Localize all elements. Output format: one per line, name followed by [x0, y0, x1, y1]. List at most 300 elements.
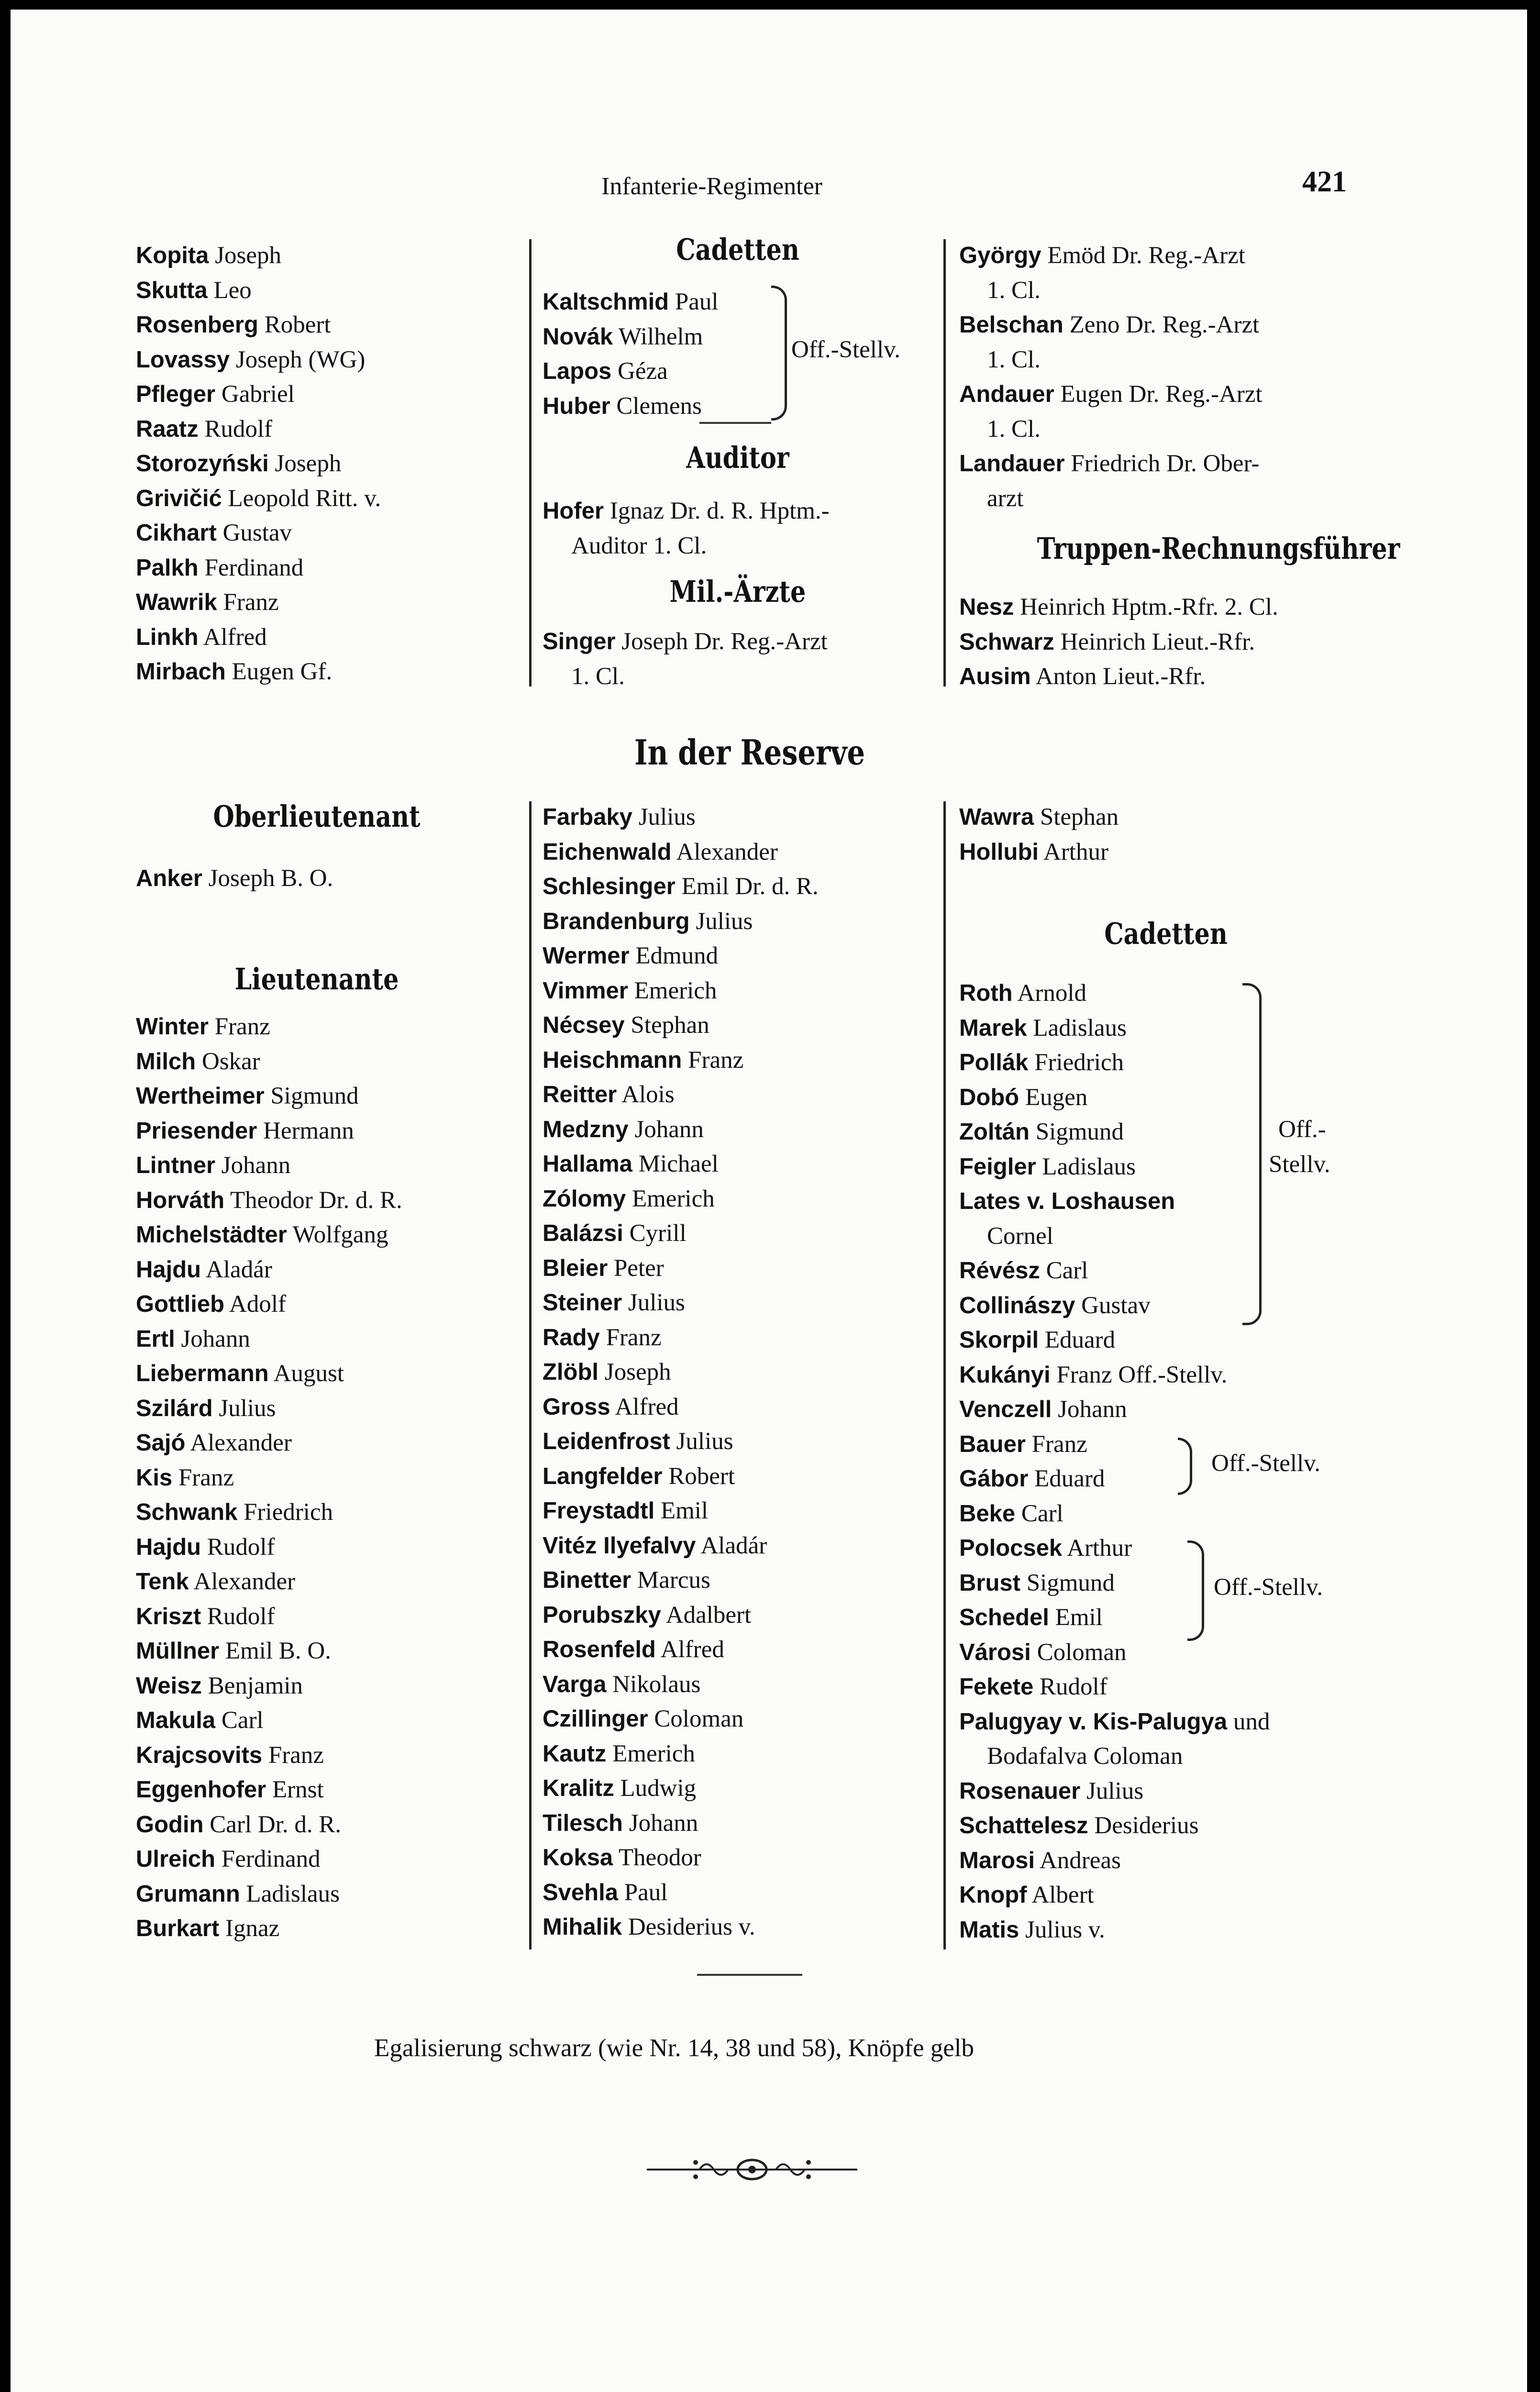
surname: Fekete [959, 1674, 1034, 1700]
surname: Grivičić [136, 485, 222, 511]
surname: Makula [136, 1707, 216, 1733]
surname: Révész [959, 1258, 1040, 1284]
surname: Schwank [136, 1499, 238, 1525]
surname: Marek [959, 1015, 1027, 1041]
given-name: Julius [632, 804, 696, 831]
name-entry [543, 1737, 695, 1771]
surname: Wawrik [136, 589, 217, 615]
section-title-cadetten-reserve: Cadetten [1104, 916, 1228, 951]
given-name: Ignaz [219, 1915, 280, 1942]
name-entry [543, 800, 696, 834]
given-name: Arthur [1039, 838, 1108, 865]
surname: Horváth [136, 1187, 225, 1213]
surname: Vimmer [543, 977, 628, 1004]
given-name: Carl [215, 1707, 264, 1734]
surname: Milch [136, 1048, 196, 1074]
given-name: Julius [670, 1428, 733, 1455]
surname: György [959, 243, 1041, 268]
name-entry [543, 1702, 743, 1736]
name-entry [959, 1115, 1124, 1149]
name-entry [136, 1564, 295, 1599]
name-entry [136, 1356, 344, 1391]
surname: Hajdu [136, 1534, 201, 1560]
section-title-aerzte: Mil.-Ärzte [669, 574, 806, 609]
given-name: Ferdinand [215, 1846, 321, 1872]
surname: Wawra [959, 804, 1034, 830]
name-entry [959, 1670, 1108, 1704]
name-entry [136, 1322, 250, 1356]
surname: Bleier [543, 1255, 608, 1281]
given-name: Friedrich [1028, 1049, 1124, 1076]
given-name: Benjamin [201, 1672, 303, 1699]
surname: Dobó [959, 1084, 1019, 1110]
surname: Eggenhofer [136, 1777, 266, 1803]
surname: Palkh [136, 554, 199, 581]
given-name: Ladislaus [1027, 1014, 1127, 1041]
name-entry [543, 1875, 667, 1910]
given-name: Gustav [216, 520, 292, 546]
surname: Lintner [136, 1152, 216, 1178]
name-entry [543, 1494, 708, 1528]
given-name: Emerich [606, 1740, 695, 1767]
given-name: Alfred [655, 1636, 724, 1663]
given-name: Andreas [1034, 1847, 1121, 1874]
name-entry [136, 308, 331, 342]
given-name: Ernst [266, 1776, 324, 1803]
surname: Rosenberg [136, 312, 258, 338]
name-entry [959, 1184, 1175, 1218]
name-entry [543, 1251, 664, 1285]
surname: Reitter [543, 1082, 617, 1107]
surname: Schattelesz [959, 1813, 1088, 1838]
name-entry [959, 590, 1278, 624]
given-name: Alfred [198, 623, 267, 651]
brace-note: Stellv. [1269, 1151, 1330, 1178]
name-entry [959, 1843, 1121, 1878]
surname: Roth [959, 980, 1013, 1006]
given-name: Emil B. O. [219, 1638, 331, 1664]
name-entry [136, 1669, 303, 1703]
name-entry [959, 1496, 1064, 1531]
surname: Huber [543, 393, 610, 419]
given-name: Alexander [185, 1429, 292, 1456]
given-name: Alois [617, 1081, 675, 1108]
name-entry [959, 1288, 1151, 1323]
name-entry [959, 308, 1259, 342]
surname: Wermer [543, 943, 630, 969]
surname: Schlesinger [543, 874, 676, 899]
surname: Venczell [959, 1396, 1052, 1422]
given-name: Johann [175, 1325, 250, 1352]
entry-continuation: 1. Cl. [987, 277, 1041, 304]
given-name: Zeno Dr. Reg.-Arzt [1063, 311, 1260, 338]
surname: Landauer [959, 451, 1065, 476]
given-name: Paul [669, 288, 719, 315]
name-entry [136, 1877, 340, 1911]
name-entry [136, 446, 341, 481]
given-name: Joseph [268, 450, 342, 477]
name-entry [959, 377, 1263, 411]
name-entry [136, 1495, 333, 1529]
given-name: Leopold Ritt. v. [222, 485, 381, 512]
name-entry [543, 1182, 715, 1216]
surname: Svehla [543, 1879, 618, 1905]
given-name: Rudolf [201, 1603, 275, 1630]
given-name: Emerich [628, 977, 717, 1004]
name-entry [543, 904, 753, 939]
surname: Hajdu [136, 1256, 201, 1283]
surname: Hallama [543, 1151, 632, 1177]
name-entry [959, 1635, 1127, 1670]
name-entry [136, 1183, 402, 1218]
name-entry [543, 1840, 701, 1875]
surname: Rady [543, 1324, 600, 1351]
surname: Grumann [136, 1881, 240, 1907]
given-name: Franz [172, 1464, 234, 1491]
given-name: Friedrich [237, 1499, 333, 1526]
name-entry [543, 320, 703, 354]
surname: Godin [136, 1811, 204, 1838]
name-entry [543, 1563, 710, 1597]
surname: Andauer [959, 381, 1054, 407]
section-title-reserve: In der Reserve [634, 732, 865, 773]
surname: Brust [959, 1570, 1020, 1596]
name-entry [136, 1738, 324, 1772]
surname: Langfelder [543, 1463, 663, 1489]
surname: Weisz [136, 1672, 202, 1699]
given-name: Emerich [626, 1185, 715, 1212]
given-name: Albert [1027, 1882, 1094, 1908]
name-entry [136, 620, 267, 654]
brace [1242, 983, 1262, 1325]
surname: Zlöbl [543, 1359, 599, 1385]
given-name: Cyrill [623, 1220, 687, 1247]
name-entry [136, 551, 303, 585]
name-entry [136, 516, 292, 550]
given-name: Heinrich Hptm.-Rfr. 2. Cl. [1014, 594, 1278, 620]
name-entry [543, 1216, 687, 1251]
name-entry [959, 1080, 1087, 1115]
name-entry [543, 1528, 767, 1563]
given-name: Joseph Dr. Reg.-Arzt [615, 628, 828, 655]
entry-continuation: Bodafalva Coloman [987, 1743, 1183, 1770]
given-name: Adalbert [661, 1601, 752, 1628]
surname: Nesz [959, 594, 1014, 620]
name-entry [959, 1462, 1105, 1496]
section-title-truppen: Truppen-Rechnungsführer [1037, 531, 1400, 566]
given-name: Ferdinand [198, 554, 304, 581]
surname: Kukányi [959, 1362, 1051, 1388]
given-name: Michael [632, 1151, 719, 1177]
brace-note: Off.- [1278, 1116, 1326, 1143]
section-title-lieutenante: Lieutenante [234, 962, 399, 997]
surname: Wertheimer [136, 1083, 265, 1109]
given-name: Friedrich Dr. Ober- [1064, 450, 1260, 477]
name-entry [959, 1705, 1270, 1739]
given-name: Julius [1080, 1777, 1144, 1805]
surname: Nécsey [543, 1012, 625, 1038]
entry-continuation: arzt [987, 485, 1024, 512]
surname: Ausim [959, 664, 1031, 689]
given-name: Eduard [1039, 1327, 1116, 1353]
given-name: Anton Lieut.-Rfr. [1030, 663, 1206, 690]
surname: Czillinger [543, 1706, 648, 1732]
name-entry [959, 1774, 1143, 1808]
column-rule [943, 801, 946, 1949]
name-entry [543, 1355, 671, 1389]
name-entry [959, 1913, 1105, 1947]
name-entry [136, 1391, 276, 1426]
surname: Müllner [136, 1638, 220, 1664]
name-entry [136, 412, 272, 446]
given-name: Desiderius [1088, 1812, 1199, 1839]
surname: Kriszt [136, 1603, 201, 1629]
given-name: Gabriel [215, 381, 295, 408]
name-entry [543, 1320, 662, 1355]
surname: Belschan [959, 312, 1064, 338]
surname: Schwarz [959, 629, 1054, 655]
name-entry [959, 1531, 1132, 1565]
surname: Koksa [543, 1845, 613, 1871]
surname: Tilesch [543, 1810, 623, 1836]
given-name: Eduard [1028, 1465, 1105, 1492]
surname: Linkh [136, 624, 199, 650]
name-entry [959, 446, 1259, 481]
egalisierung-note: Egalisierung schwarz (wie Nr. 14, 38 und 58), Knöpfe gelb [374, 2034, 975, 2062]
surname: Tenk [136, 1569, 189, 1595]
surname: Farbaky [543, 804, 632, 830]
surname: Beke [959, 1500, 1016, 1527]
given-name: Johann [622, 1809, 698, 1837]
given-name: Hermann [257, 1117, 354, 1144]
given-name: Arthur [1062, 1535, 1132, 1561]
surname: Rosenfeld [543, 1637, 656, 1662]
name-entry [136, 1148, 290, 1183]
given-name: Robert [662, 1462, 735, 1490]
name-entry [136, 654, 332, 689]
surname: Marosi [959, 1847, 1035, 1873]
given-name: Alexander [671, 838, 778, 865]
section-title-auditor: Auditor [686, 440, 789, 475]
given-name: Ladislaus [240, 1880, 340, 1907]
surname: Kopita [136, 243, 209, 268]
surname: Gross [543, 1394, 610, 1420]
name-entry [959, 1600, 1103, 1635]
name-entry [543, 1043, 743, 1077]
name-entry [543, 1598, 751, 1632]
name-entry [543, 1008, 709, 1042]
surname: Porubszky [543, 1602, 661, 1628]
name-entry [136, 481, 381, 516]
surname: Gábor [959, 1466, 1029, 1492]
brace [1178, 1438, 1192, 1495]
given-name: Rudolf [201, 1533, 275, 1561]
given-name: Leo [207, 277, 252, 304]
entry-continuation: 1. Cl. [987, 415, 1041, 443]
entry-continuation: Cornel [987, 1222, 1053, 1250]
name-entry [959, 1253, 1088, 1288]
name-entry [136, 1807, 341, 1842]
surname: Anker [136, 865, 202, 891]
entry-continuation: Auditor 1. Cl. [571, 532, 707, 559]
surname: Kautz [543, 1740, 607, 1767]
entry-continuation: 1. Cl. [571, 663, 625, 690]
given-name: Alfred [610, 1393, 679, 1420]
surname: Palugyay v. Kis-Palugya [959, 1708, 1228, 1735]
name-entry [959, 976, 1086, 1010]
name-entry [959, 800, 1119, 834]
surname: Hollubi [959, 839, 1039, 865]
name-entry [136, 377, 295, 411]
name-entry [959, 835, 1108, 869]
surname: Bauer [959, 1431, 1026, 1457]
given-name: Stephan [624, 1012, 709, 1039]
given-name: Carl Dr. d. R. [203, 1811, 342, 1838]
name-entry [543, 835, 778, 869]
given-name: Wolfgang [287, 1221, 388, 1248]
given-name: Marcus [631, 1567, 710, 1594]
name-entry [136, 238, 281, 273]
name-entry [136, 1599, 275, 1634]
given-name: und [1227, 1708, 1270, 1735]
page-sheet [11, 10, 1527, 2392]
surname: Pfleger [136, 381, 216, 407]
surname: Skutta [136, 277, 208, 303]
surname: Brandenburg [543, 908, 690, 934]
surname: Ertl [136, 1326, 175, 1352]
given-name: Edmund [629, 942, 719, 969]
section-title-oberlieutenant: Oberlieutenant [213, 799, 421, 834]
given-name: Emöd Dr. Reg.-Arzt [1041, 242, 1245, 269]
given-name: Joseph (WG) [230, 346, 366, 373]
name-entry [543, 1077, 675, 1112]
name-entry [136, 1911, 279, 1946]
name-entry [959, 659, 1206, 694]
given-name: Robert [258, 311, 331, 338]
name-entry [136, 1287, 286, 1321]
surname: Balázsi [543, 1220, 623, 1246]
name-entry [136, 273, 252, 308]
given-name: Clemens [610, 392, 702, 420]
name-entry [959, 238, 1245, 273]
name-entry [136, 1842, 321, 1876]
name-entry [543, 389, 702, 423]
given-name: Sigmund [1029, 1118, 1124, 1145]
given-name: Franz [682, 1046, 744, 1074]
name-entry [136, 585, 279, 620]
brace-note: Off.-Stellv. [1211, 1450, 1321, 1477]
name-entry [543, 354, 668, 388]
surname: Schedel [959, 1605, 1049, 1630]
given-name: Rudolf [198, 415, 273, 443]
given-name: Emil Dr. d. R. [675, 873, 819, 900]
name-entry [959, 1045, 1124, 1080]
name-entry [543, 1112, 704, 1147]
given-name: Eugen Gf. [225, 658, 332, 685]
given-name: Rudolf [1033, 1673, 1108, 1700]
ornament [642, 2153, 862, 2186]
given-name: Johann [1052, 1396, 1127, 1423]
surname: Pollák [959, 1050, 1029, 1075]
given-name: Joseph B. O. [202, 865, 333, 892]
surname: Rosenauer [959, 1778, 1081, 1804]
name-entry [136, 861, 333, 896]
name-entry [959, 1427, 1087, 1462]
running-header: Infanterie-Regimenter [601, 173, 822, 200]
surname: Zólomy [543, 1185, 626, 1212]
surname: Polocsek [959, 1535, 1063, 1561]
given-name: Géza [611, 358, 668, 385]
given-name: Theodor Dr. d. R. [224, 1186, 402, 1214]
name-entry [136, 1114, 354, 1148]
name-entry [959, 1358, 1227, 1392]
surname: Lates v. Loshausen [959, 1188, 1175, 1214]
given-name: Franz [217, 589, 279, 616]
given-name: Franz [599, 1324, 662, 1351]
given-name: Carl [1040, 1257, 1088, 1284]
given-name: Emil [654, 1497, 709, 1524]
given-name: Ignaz Dr. d. R. Hptm.- [603, 498, 830, 524]
name-entry [136, 1218, 388, 1252]
surname: Kaltschmid [543, 289, 669, 315]
name-entry [543, 1424, 733, 1459]
surname: Storozyński [136, 451, 269, 476]
surname: Eichenwald [543, 839, 672, 865]
given-name: Aladár [696, 1532, 767, 1559]
surname: Knopf [959, 1882, 1027, 1908]
name-entry [136, 1009, 270, 1044]
given-name: Carl [1015, 1500, 1064, 1527]
divider [697, 1974, 802, 1976]
surname: Lovassy [136, 346, 230, 373]
surname: Medzny [543, 1116, 629, 1142]
given-name: Franz [1025, 1430, 1087, 1458]
given-name: Johann [628, 1116, 704, 1143]
brace-note: Off.-Stellv. [791, 336, 901, 363]
given-name: Stephan [1034, 804, 1119, 831]
surname: Mirbach [136, 659, 226, 685]
surname: Varga [543, 1671, 607, 1697]
surname: Kis [136, 1464, 173, 1491]
given-name: Eugen [1019, 1084, 1088, 1111]
given-name: Ludwig [614, 1775, 697, 1802]
surname: Winter [136, 1014, 209, 1040]
given-name: Peter [608, 1254, 664, 1282]
name-entry [543, 1285, 685, 1320]
brace [1187, 1540, 1204, 1641]
name-entry [959, 625, 1255, 659]
surname: Binetter [543, 1567, 632, 1593]
surname: Michelstädter [136, 1222, 287, 1248]
entry-continuation: 1. Cl. [987, 346, 1041, 373]
given-name: Coloman [1030, 1639, 1127, 1666]
name-entry [136, 1461, 234, 1495]
surname: Cikhart [136, 520, 217, 546]
name-entry [543, 1806, 698, 1840]
surname: Krajcsovits [136, 1742, 263, 1768]
name-entry [543, 1910, 755, 1944]
name-entry [543, 1390, 679, 1424]
brace [771, 286, 787, 421]
given-name: Ladislaus [1036, 1153, 1136, 1180]
name-entry [543, 1771, 696, 1805]
surname: Skorpil [959, 1327, 1039, 1353]
surname: Mihalik [543, 1914, 622, 1940]
surname: Liebermann [136, 1361, 269, 1386]
given-name: Adolf [224, 1291, 287, 1318]
name-entry [543, 1667, 700, 1702]
name-entry [543, 285, 719, 319]
